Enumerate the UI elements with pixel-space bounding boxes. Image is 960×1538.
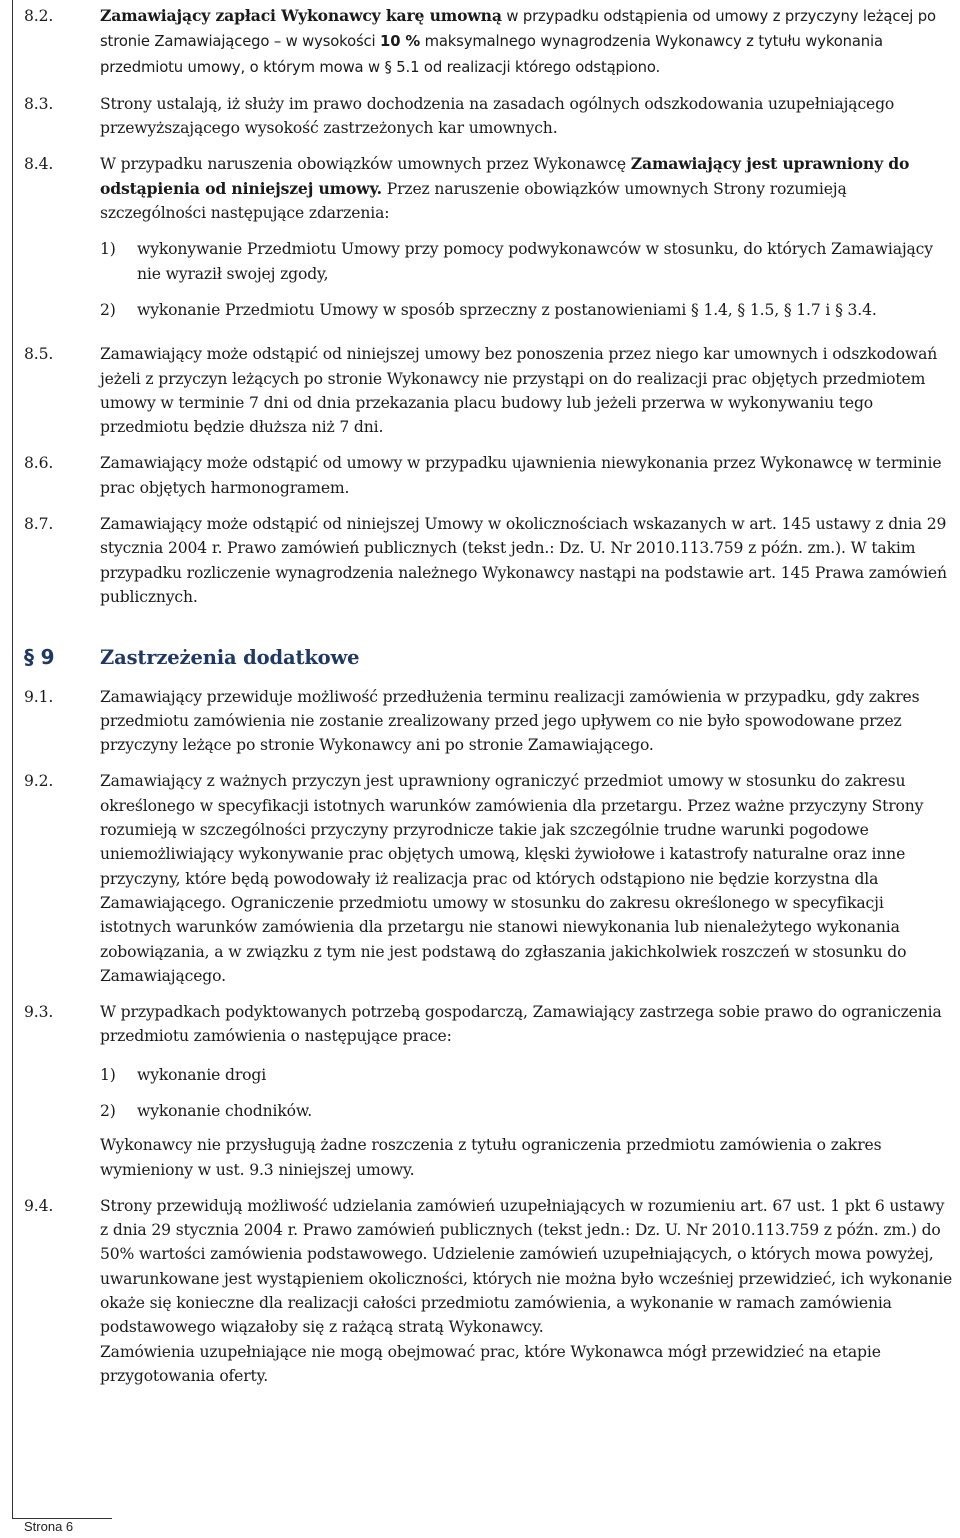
paragraph-text: w przypadku odstąpienia od umowy z przyczyny leżącej po stronie Zamawiającego – w wysokości [100, 8, 936, 51]
paragraph-text: Zamawiający przewiduje możliwość przedłużenia terminu realizacji zamówienia w przypadku, gdy zakres przedmiotu zamówienia nie zostanie zrealizowany przed jego upływem co nie było spowodowane przez przyczyny leżące po stronie Wykonawcy ani po stronie Zamawiającego. [100, 687, 920, 755]
section-title: Zastrzeżenia dodatkowe [100, 646, 360, 670]
list-text: wykonanie Przedmiotu Umowy w sposób sprzeczny z postanowieniami § 1.4, § 1.5, § 1.7 i § 3.4. [137, 300, 877, 319]
paragraph-8-4 [24, 152, 954, 330]
paragraph-8-2 [24, 4, 954, 80]
paragraph-number: 8.4. [24, 155, 54, 174]
list-text: wykonanie chodników. [137, 1101, 313, 1120]
paragraph-text: Przez naruszenie obowiązków umownych Strony rozumieją szczególności następujące zdarzenia: [100, 179, 847, 223]
paragraph-9-1 [24, 685, 954, 758]
paragraph-number: 9.1. [24, 687, 54, 706]
document-content [24, 4, 954, 1400]
paragraph-text: Zamówienia uzupełniające nie mogą obejmować prac, które Wykonawca mógł przewidzieć na etapie przygotowania oferty. [100, 1342, 881, 1385]
paragraph-text: Strony ustalają, iż służy im prawo dochodzenia na zasadach ogólnych odszkodowania uzupełniającego przewyższającego wysokość zastrzeżonych kar umownych. [100, 94, 895, 138]
paragraph-8-5 [24, 342, 954, 439]
paragraph-text: Zamawiający może odstąpić od niniejszej Umowy w okolicznościach wskazanych w art. 145 ustawy z dnia 29 stycznia 2004 r. Prawo zamówień publicznych (tekst jedn.: Dz. U. Nr 2010.113.759 z późn. zm.). W takim przypadku rozliczenie wynagrodzenia należnego Wykonawcy nastąpi na podstawie art. 145 Prawa zamówień publicznych. [100, 515, 947, 606]
paragraph-8-7 [24, 512, 954, 609]
paragraph-text: W przypadkach podyktowanych potrzebą gospodarczą, Zamawiający zastrzega sobie prawo do ograniczenia przedmiotu zamówienia o następujące prace: [100, 1003, 942, 1046]
list-text: wykonywanie Przedmiotu Umowy przy pomocy podwykonawców w stosunku, do których Zamawiający nie wyraził swojej zgody, [137, 240, 933, 283]
list-number: 1) [100, 240, 116, 259]
paragraph-number: 9.2. [24, 772, 54, 791]
left-margin-rule [12, 0, 13, 1518]
bold-text: Zamawiający jest uprawniony do odstąpienia od niniejszej umowy. [100, 154, 910, 198]
paragraph-text: maksymalnego wynagrodzenia Wykonawcy z tytułu wykonania przedmiotu umowy, o którym mowa w § 5.1 od realizacji którego odstąpiono. [100, 33, 883, 76]
paragraph-number: 8.2. [24, 7, 54, 25]
bold-text: Zamawiający zapłaci Wykonawcy karę umowną [100, 6, 502, 25]
section-number: § 9 [24, 645, 55, 670]
paragraph-9-3 [24, 1000, 954, 1182]
list-item [100, 1063, 954, 1087]
paragraph-text: Zamawiający może odstąpić od niniejszej umowy bez ponoszenia przez niego kar umownych i odszkodowań jeżeli z przyczyn leżących po stronie Wykonawcy nie przystąpi on do realizacji prac objętych przedmiotem umowy w terminie 7 dni od dnia przekazania placu budowy lub jeżeli przerwa w wykonywaniu tego przedmiotu będzie dłuższa niż 7 dni. [100, 345, 938, 437]
paragraph-text: Wykonawcy nie przysługują żadne roszczenia z tytułu ograniczenia przedmiotu zamówienia o zakres wymieniony w ust. 9.3 niniejszej umowy. [100, 1136, 882, 1179]
paragraph-number: 8.6. [24, 454, 54, 473]
paragraph-8-6 [24, 451, 954, 500]
list-number: 2) [100, 300, 116, 319]
page-number: Strona 6 [24, 1519, 74, 1534]
list-number: 2) [100, 1101, 116, 1120]
paragraph-number: 8.3. [24, 94, 54, 113]
list-number: 1) [100, 1065, 116, 1084]
paragraph-number: 9.4. [24, 1196, 54, 1215]
bold-text: 10 % [380, 33, 421, 51]
paragraph-number: 9.3. [24, 1003, 54, 1022]
paragraph-9-4 [24, 1194, 954, 1388]
list-text: wykonanie drogi [137, 1065, 267, 1084]
list-item [100, 298, 954, 322]
list-item [100, 237, 954, 286]
paragraph-9-2 [24, 769, 954, 988]
paragraph-8-3 [24, 92, 954, 141]
paragraph-text: W przypadku naruszenia obowiązków umownych przez Wykonawcę [100, 155, 631, 174]
paragraph-text: Strony przewidują możliwość udzielania zamówień uzupełniających w rozumieniu art. 67 ust. 1 pkt 6 ustawy z dnia 29 stycznia 2004 r. Prawo zamówień publicznych (tekst jedn.: Dz. U. Nr 2010.113.759 z późn. zm.) do 50% wartości zamówienia podstawowego. Udzielenie zamówień uzupełniających, o których mowa powyżej, uwarunkowane jest wystąpieniem okoliczności, których nie można było wcześniej przewidzieć, ich wykonanie okaże się konieczne dla realizacji całości przedmiotu zamówienia, a wykonanie w ramach zamówienia podstawowego wiązałoby się z rażącą stratą Wykonawcy. [100, 1196, 953, 1337]
paragraph-number: 8.5. [24, 345, 54, 364]
section-heading [24, 645, 954, 670]
paragraph-text: Zamawiający z ważnych przyczyn jest uprawniony ograniczyć przedmiot umowy w stosunku do zakresu określonego w specyfikacji istotnych warunków zamówienia dla przetargu. Przez ważne przyczyny Strony rozumieją w szczególności przyczyny przyrodnicze takie jak szczególnie trudne warunki pogodowe uniemożliwiający wykonywanie prac objętych umową, klęski żywiołowe i katastrofy naturalne oraz inne przyczyny, które będą powodowały iż realizacja prac od których odstąpiono nie będzie korzystna dla Zamawiającego. Ograniczenie przedmiotu umowy w stosunku do zakresu określonego w specyfikacji istotnych warunków zamówienia dla przetargu nie stanowi niewykonania lub nienależytego wykonania zobowiązania, a w związku z tym nie jest podstawą do zgłaszania jakichkolwiek roszczeń w stosunku do Zamawiającego. [100, 772, 924, 985]
paragraph-number: 8.7. [24, 515, 54, 534]
list-item [100, 1099, 954, 1123]
paragraph-text: Zamawiający może odstąpić od umowy w przypadku ujawnienia niewykonania przez Wykonawcę w terminie prac objętych harmonogramem. [100, 454, 942, 497]
